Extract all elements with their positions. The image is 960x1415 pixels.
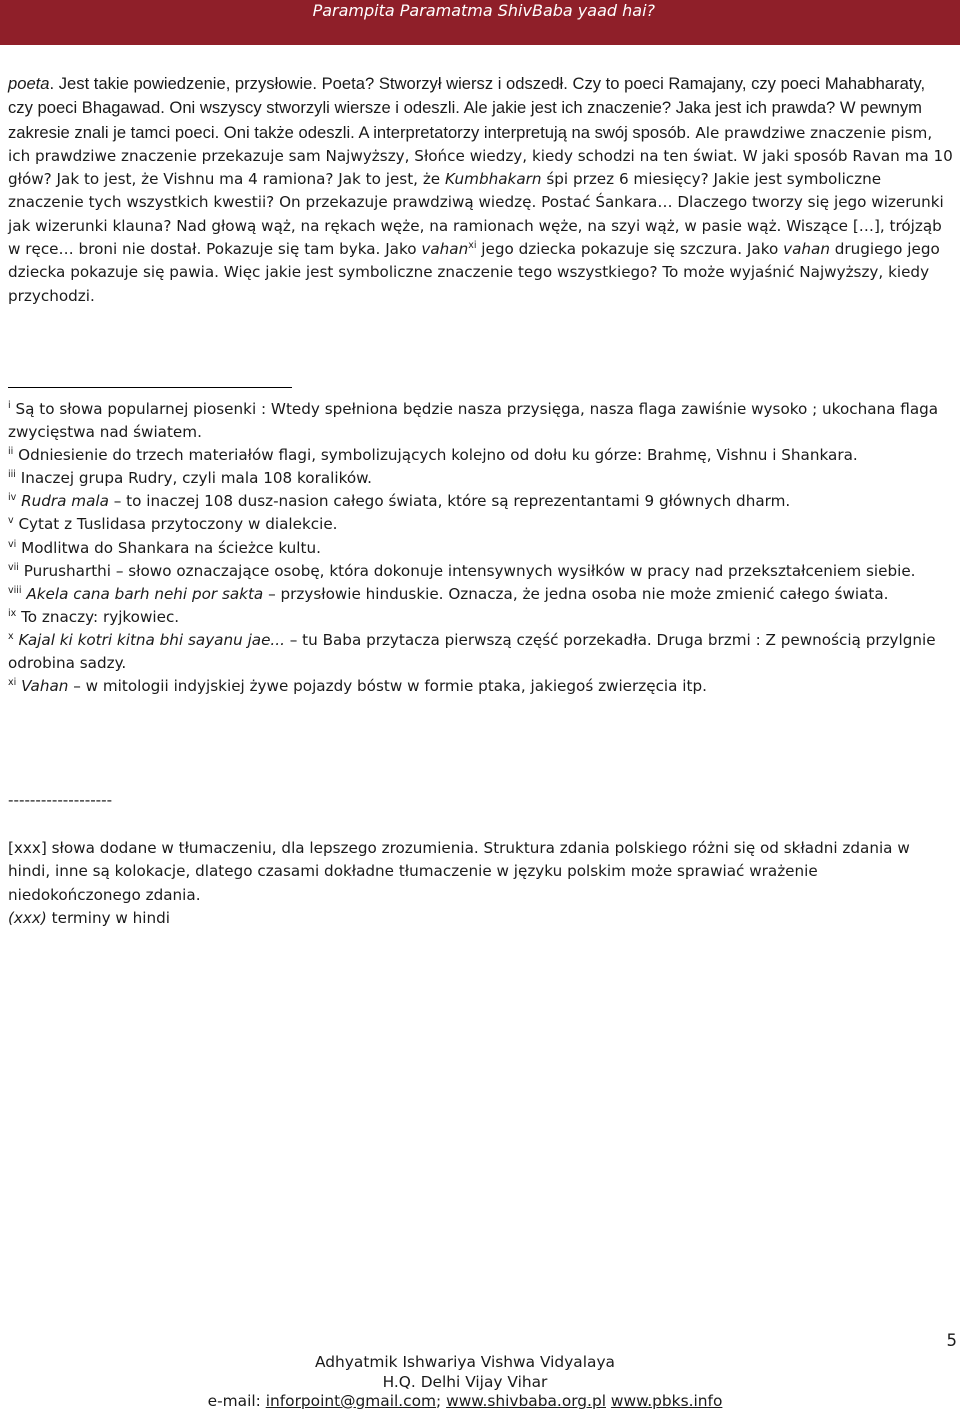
footnote-mark: vi: [8, 538, 17, 550]
footnotes-list: [8, 398, 954, 698]
footnote-divider: [8, 387, 292, 388]
footnote-text: – to inaczej 108 dusz-nasion całego świata, które są reprezentantami 9 głównych dharm.: [108, 492, 791, 511]
translator-note-term: (xxx): [8, 908, 47, 927]
footer-site-link-2[interactable]: www.pbks.info: [610, 1392, 723, 1410]
footnote-mark: ii: [8, 446, 14, 458]
footnote-text: – tu Baba przytacza pierwszą część porzekadła. Druga brzmi : Z pewnością przylgnie odrobina sadzy.: [8, 630, 936, 673]
footnote-item: [8, 467, 954, 490]
footnote-text: – w mitologii indyjskiej żywe pojazdy bóstw w formie ptaka, jakiegoś zwierzęcia itp.: [68, 677, 707, 696]
footnote-text: To znaczy: ryjkowiec.: [16, 607, 180, 626]
footnote-mark: iv: [8, 492, 17, 504]
footnote-item: [8, 606, 954, 629]
main-paragraph: [8, 72, 954, 308]
footnote-term: Akela cana barh nehi por sakta: [26, 584, 264, 603]
footnote-mark: v: [8, 515, 14, 527]
footnote-text: Modlitwa do Shankara na ścieżce kultu.: [16, 538, 321, 557]
footnote-mark: viii: [8, 584, 22, 596]
main-text-segment: Ale prawdziwe znaczenie pism, ich prawdziwe znaczenie przekazuje sam Najwyższy, Słońce wiedzy, kiedy schodzi na ten świat. W jaki sposób Ravan ma 10 głów? Jak to jest, że Vishnu ma 4 ramiona? Jak to jest, że: [8, 123, 953, 189]
footer-separator: ;: [436, 1392, 447, 1410]
italic-term: vahan: [783, 240, 830, 259]
footer-contacts: [0, 1392, 930, 1412]
footnote-text: – przysłowie hinduskie. Oznacza, że jedna osoba nie może zmienić całego świata.: [263, 584, 889, 603]
italic-term: Kumbhakarn: [444, 170, 542, 189]
main-text-segment: drugiego jego dziecka pokazuje się pawia. Więc jakie jest symboliczne znaczenie tego wszystkiego? To może wyjaśnić Najwyższy, kiedy przychodzi.: [8, 240, 940, 305]
footnote-item: [8, 513, 954, 536]
footnote-text: Purusharthi – słowo oznaczające osobę, która dokonuje intensywnych wysiłków w pracy nad przekształceniem siebie.: [18, 561, 916, 580]
footnote-ref[interactable]: xi: [468, 240, 477, 252]
page-footer: [0, 1353, 930, 1412]
footnote-term: Kajal ki kotri kitna bhi sayanu jae...: [18, 630, 285, 649]
footer-email-label: e-mail:: [207, 1392, 266, 1410]
footer-email-link[interactable]: inforpoint@gmail.com: [265, 1392, 437, 1410]
footnote-item: [8, 675, 954, 698]
footer-address: H.Q. Delhi Vijay Vihar: [382, 1372, 548, 1391]
footnote-item: [8, 583, 954, 606]
footnote-text: Inaczej grupa Rudry, czyli mala 108 koralików.: [15, 469, 372, 488]
footnote-item: [8, 398, 954, 444]
main-text-segment: jego dziecka pokazuje się szczura. Jako: [476, 240, 784, 259]
italic-term: poeta: [8, 74, 50, 93]
footnote-mark: vii: [8, 561, 19, 573]
footnote-mark: i: [8, 400, 11, 411]
footnote-term: Vahan: [21, 677, 69, 696]
footnote-item: [8, 560, 954, 583]
footnote-mark: x: [8, 630, 14, 642]
page-number: 5: [946, 1331, 957, 1350]
footnote-item: [8, 444, 954, 467]
header-band: [0, 0, 960, 45]
header-title: Parampita Paramatma ShivBaba yaad hai?: [312, 1, 655, 20]
footnote-text: Odniesienie do trzech materiałów flagi, symbolizujących kolejno od dołu ku górze: Brahmę, Vishnu i Shankara.: [13, 446, 858, 465]
footer-org-name: Adhyatmik Ishwariya Vishwa Vidyalaya: [315, 1353, 615, 1371]
footnote-item: [8, 629, 954, 675]
translator-note: [8, 837, 954, 930]
section-separator: -------------------: [8, 791, 113, 809]
footnote-mark: ix: [8, 607, 17, 619]
translator-note-text: terminy w hindi: [46, 908, 170, 927]
translator-note-p2: [8, 907, 954, 930]
footnote-item: [8, 537, 954, 560]
main-text-segment: . Jest takie powiedzenie, przysłowie. Poeta? Stworzył wiersz i odszedł. Czy to poeci Ramajany, czy poeci Mahabharaty, czy poeci Bhagawad. Oni wszyscy stworzyli wiersze i odeszli. Ale jakie jest ich znaczenie? Jaka jest ich prawda? W pewnym zakresie znali je tamci poeci. Oni także odeszli. A interpretatorzy interpretują na swój sposób.: [8, 74, 926, 142]
footnote-item: [8, 490, 954, 513]
footnote-text: Cytat z Tuslidasa przytoczony w dialekcie.: [13, 515, 338, 534]
footnote-text: Są to słowa popularnej piosenki : Wtedy spełniona będzie nasza przysięga, nasza flaga zawiśnie wysoko ; ukochana flaga zwycięstwa nad światem.: [8, 400, 939, 442]
footer-site-link-1[interactable]: www.shivbaba.org.pl: [446, 1392, 606, 1410]
translator-note-p1: [xxx] słowa dodane w tłumaczeniu, dla lepszego zrozumienia. Struktura zdania polskiego różni się od składni zdania w hindi, inne są kolokacje, dlatego czasami dokładne tłumaczenie w języku polskim może sprawiać wrażenie niedokończonego zdania.: [8, 839, 910, 904]
footnote-mark: iii: [8, 469, 16, 481]
footnote-mark: xi: [8, 677, 17, 689]
italic-term: vahan: [421, 240, 469, 259]
main-text-segment: śpi przez 6 miesięcy? Jakie jest symboliczne znaczenie tych wszystkich kwestii? On przekazuje prawdziwą wiedzę. Postać Śankara… Dlaczego tworzy się jego wizerunki jak wizerunki klauna? Nad głową wąż, na rękach węże, na ramionach węże, na szyi wąż, w pasie wąż. Wiszące […], trójząb w ręce… broni nie dostał. Pokazuje się tam byka. Jako: [8, 170, 944, 259]
footnote-term: Rudra mala: [21, 492, 109, 511]
